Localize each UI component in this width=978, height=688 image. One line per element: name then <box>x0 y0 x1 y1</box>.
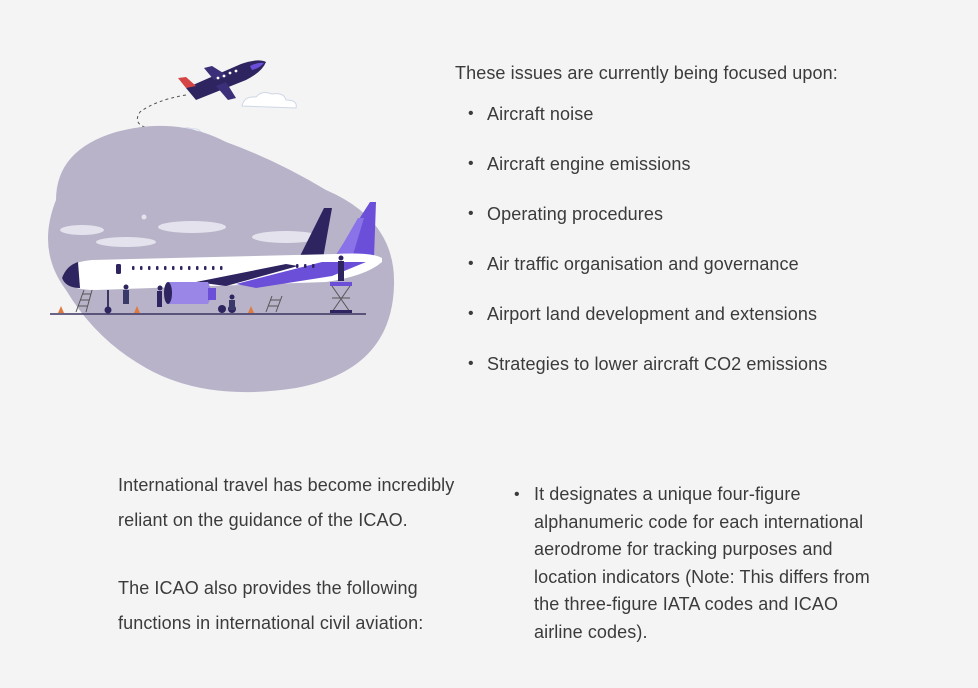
icao-functions-section <box>514 481 874 646</box>
issues-section <box>455 61 935 402</box>
functions-list <box>514 481 874 646</box>
list-item: • Air traffic organisation and governance <box>455 252 935 302</box>
paragraph: The ICAO also provides the following functions in international civil aviation: <box>118 578 424 633</box>
icao-intro-text <box>118 468 478 640</box>
list-item: • Aircraft noise <box>455 102 935 152</box>
issues-list <box>455 102 935 402</box>
paragraph: International travel has become incredibly reliant on the guidance of the ICAO. <box>118 475 455 530</box>
list-item: • Strategies to lower aircraft CO2 emissions <box>455 352 935 402</box>
list-item: • It designates a unique four-figure alphanumeric code for each international aerodrome for tracking purposes and location indicators (Note: This differs from the three-figure IATA codes and ICAO airline codes). <box>514 481 874 646</box>
airplane-maintenance-illustration <box>36 50 406 400</box>
list-item: • Airport land development and extensions <box>455 302 935 352</box>
list-item: • Aircraft engine emissions <box>455 152 935 202</box>
list-item: • Operating procedures <box>455 202 935 252</box>
issues-intro: These issues are currently being focused upon: <box>455 63 838 83</box>
flying-plane-icon <box>178 60 266 100</box>
